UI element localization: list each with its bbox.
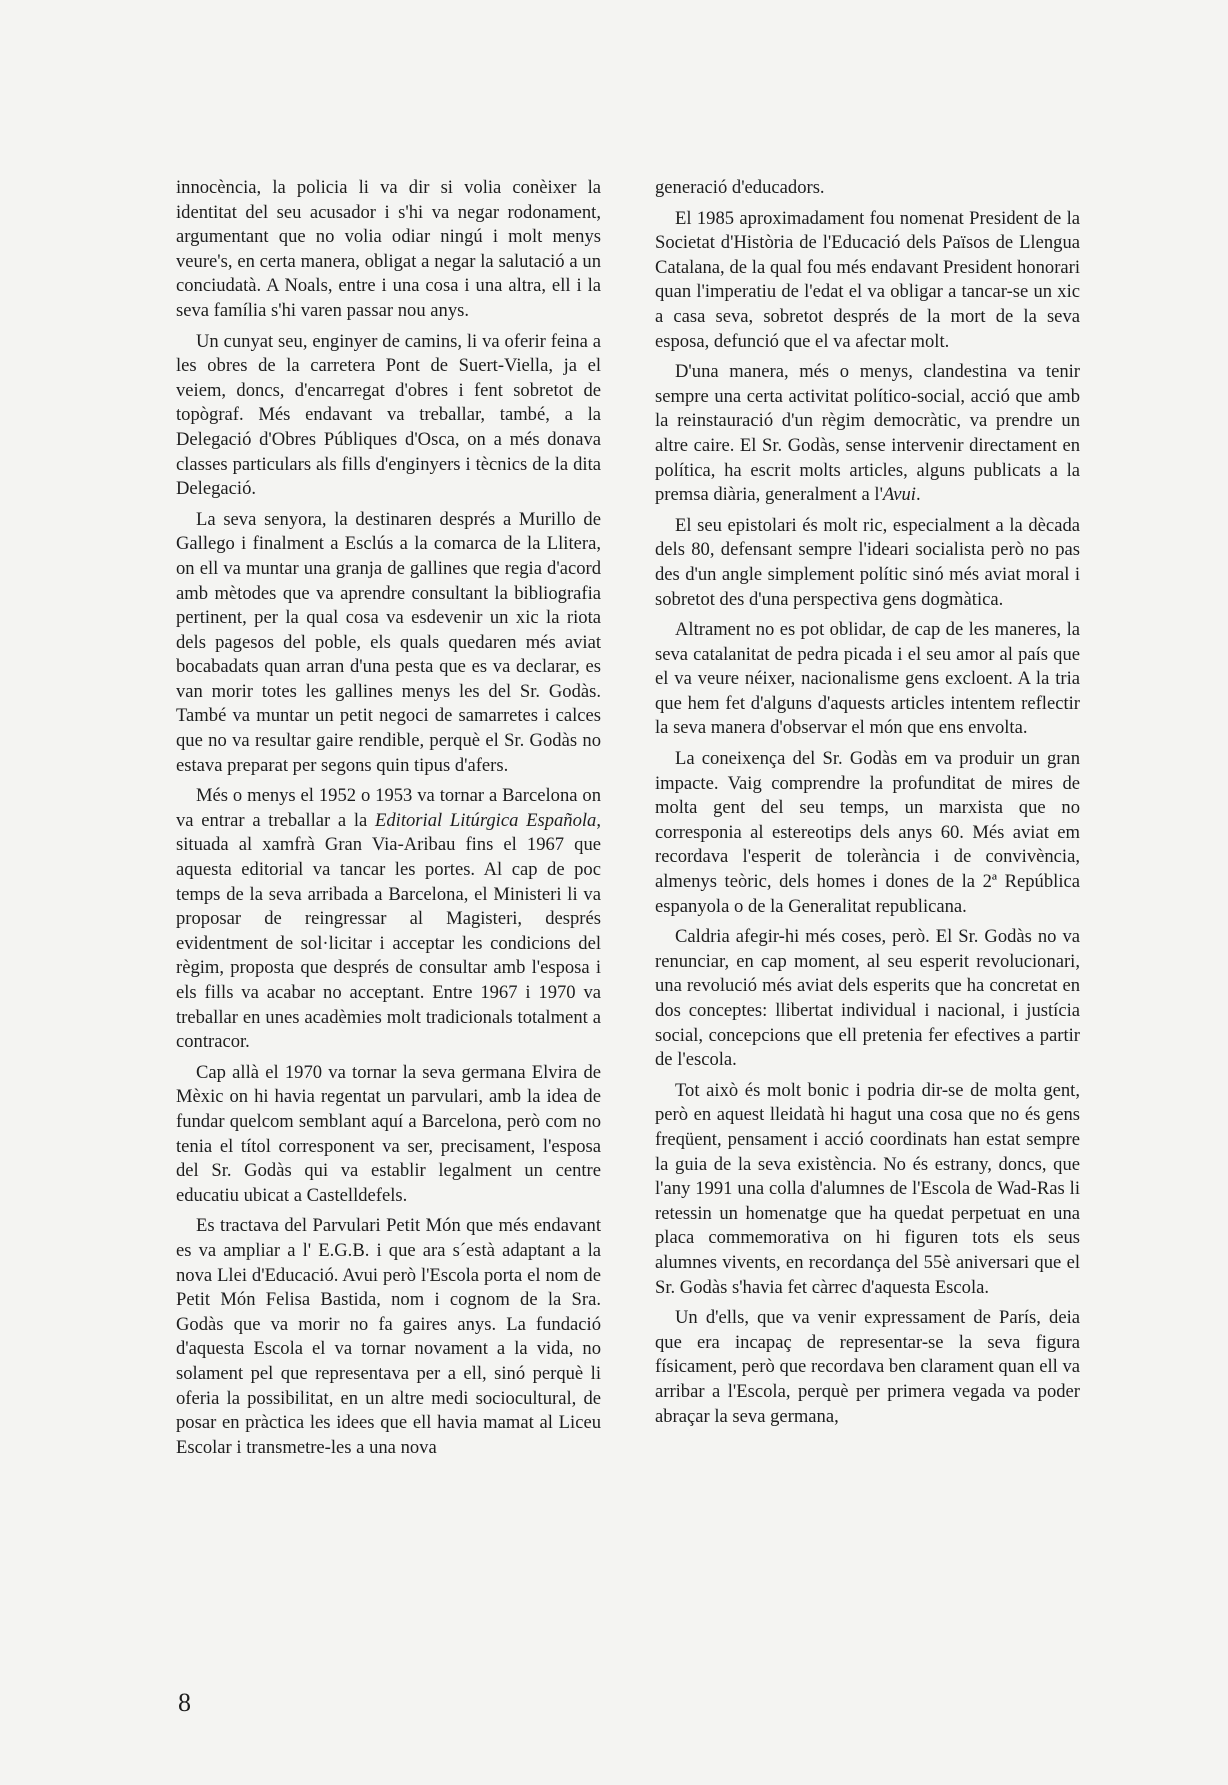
paragraph: La seva senyora, la destinaren després a Murillo de Gallego i finalment a Esclús a la comarca de la Llitera, on ell va muntar una granja de gallines que regia d'acord amb mètodes que va aprendre consultant la bibliografia pertinent, per la qual cosa va esdevenir un xic la riota dels pagesos del poble, els quals quedaren més aviat bocabadats quan arran d'una pesta que es va declarar, es van morir totes les gallines menys les del Sr. Godàs. També va muntar un petit negoci de samarretes i calces que no va resultar gaire rendible, perquè el Sr. Godàs no estava preparat per segons quin tipus d'afers.: [176, 508, 601, 776]
italic-title: Editorial Litúrgica Española: [375, 809, 597, 831]
paragraph: Altrament no es pot oblidar, de cap de les maneres, la seva catalanitat de pedra picada i el seu amor al país que el va veure néixer, nacionalisme gens excloent. A la tria que hem fet d'alguns d'aquests articles intentem reflectir la seva manera d'observar el món que ens envolta.: [655, 619, 1080, 739]
text-run: Més o menys el 1952 o 1953 va tornar a Barcelona on va entrar a treballar a la: [176, 785, 601, 831]
paragraph: [176, 784, 601, 1055]
page-number: 8: [178, 1688, 191, 1717]
text-run: .: [915, 484, 921, 506]
paragraph: La coneixença del Sr. Godàs em va produir un gran impacte. Vaig comprendre la profunditat de mires de molta gent del seu temps, un marxista que no corresponia al estereotips dels anys 60. Més aviat em recordava l'esperit de tolerància i de convivència, almenys teòric, dels homes i dones de la 2ª República espanyola o de la Generalitat republicana.: [655, 748, 1080, 917]
text-run: , situada al xamfrà Gran Via-Aribau fins el 1967 que aquesta editorial va tancar les portes. Al cap de poc temps de la seva arribada a Barcelona, el Ministeri li va proposar de reingressar al Magisteri, després evidentment de sol·licitar i acceptar les condicions del règim, proposta que després de consultar amb l'esposa i els fills va acabar no acceptant. Entre 1967 i 1970 va treballar en unes acadèmies molt tradicionals totalment a contracor.: [176, 809, 602, 1053]
paragraph: innocència, la policia li va dir si volia conèixer la identitat del seu acusador i s'hi va negar rodonament, argumentant que no volia odiar ningú i molt menys veure's, en certa manera, obligat a negar la salutació a un conciudatà. A Noals, entre i una cosa i una altra, ell i la seva família s'hi varen passar nou anys.: [176, 177, 601, 321]
paragraph: El 1985 aproximadament fou nomenat President de la Societat d'Història de l'Educació dels Països de Llengua Catalana, de la qual fou més endavant President honorari quan l'imperatiu de l'edat el va obligar a tancar-se un xic a casa seva, sobretot després de la mort de la seva esposa, defunció que el va afectar molt.: [655, 207, 1080, 352]
paragraph: Un d'ells, que va venir expressament de París, deia que era incapaç de representar-se la seva figura físicament, però que recordava ben clarament quan ell va arribar a l'Escola, perquè per primera vegada va poder abraçar la seva germana,: [655, 1307, 1080, 1427]
paragraph: El seu epistolari és molt ric, especialment a la dècada dels 80, defensant sempre l'ideari socialista però no pas des d'un angle simplement polític sinó més aviat moral i sobretot des d'una perspectiva gens dogmàtica.: [655, 514, 1080, 610]
right-column: [655, 176, 1080, 1435]
paragraph: Es tractava del Parvulari Petit Món que més endavant es va ampliar a l' E.G.B. i que ara s´està adaptant a la nova Llei d'Educació. Avui però l'Escola porta el nom de Petit Món Felisa Bastida, nom i cognom de la Sra. Godàs que va morir no fa gaires anys. La fundació d'aquesta Escola el va tornar novament a la vida, no solament pel que representava per a ell, sinó perquè li oferia la possibilitat, en un altre medi sociocultural, de posar en pràctica les idees que ell havia mamat al Liceu Escolar i transmetre-les a una nova: [176, 1215, 601, 1458]
paragraph: Tot això és molt bonic i podria dir-se de molta gent, però en aquest lleidatà hi hagut una cosa que no és gens freqüent, pensament i acció coordinats han estat sempre la guia de la seva existència. No és estrany, doncs, que l'any 1991 una colla d'alumnes de l'Escola de Wad-Ras li retessin un homenatge que ha quedat perpetuat en una placa commemorativa on hi figuren tots els seus alumnes vivents, en recordança del 55è aniversari que el Sr. Godàs s'havia fet càrrec d'aquesta Escola.: [655, 1079, 1080, 1298]
paragraph: generació d'educadors.: [655, 177, 825, 198]
italic-title: Avui: [882, 484, 916, 506]
paragraph: Un cunyat seu, enginyer de camins, li va oferir feina a les obres de la carretera Pont de Suert-Viella, ja el veiem, doncs, d'encarregat d'obres i fent sobretot de topògraf. Més endavant va treballar, també, a la Delegació d'Obres Públiques d'Osca, on a més donava classes particulars als fills d'enginyers i tècnics de la dita Delegació.: [176, 330, 601, 500]
paragraph: Caldria afegir-hi més coses, però. El Sr. Godàs no va renunciar, en cap moment, al seu esperit revolucionari, una revolució més aviat dels esperits que ha concretat en dos conceptes: llibertat individual i nacional, i justícia social, concepcions que ell pretenia fer efectives a partir de l'escola.: [655, 926, 1080, 1071]
text-run: D'una manera, més o menys, clandestina va tenir sempre una certa activitat político-social, acció que amb la reinstauració d'un règim democràtic, va prendre un altre caire. El Sr. Godàs, sense intervenir directament en política, ha escrit molts articles, alguns publicats a la premsa diària, generalment a l': [655, 361, 1080, 506]
paragraph: [655, 360, 1080, 508]
left-column: [176, 176, 601, 1466]
paragraph: Cap allà el 1970 va tornar la seva germana Elvira de Mèxic on hi havia regentat un parvulari, amb la idea de fundar quelcom semblant aquí a Barcelona, però com no tenia el títol corresponent va ser, precisament, l'esposa del Sr. Godàs qui va establir legalment un centre educatiu ubicat a Castelldefels.: [176, 1061, 601, 1206]
